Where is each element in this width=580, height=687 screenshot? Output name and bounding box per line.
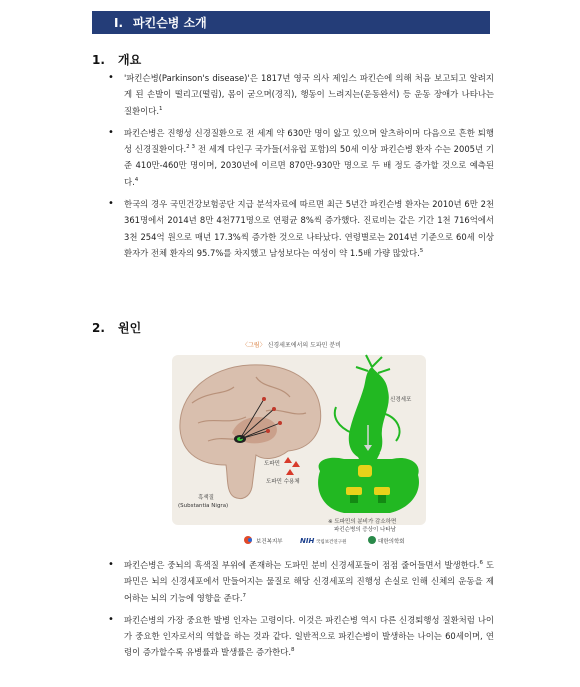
dopamine-label: 도파민	[264, 461, 280, 467]
svg-text:NIH: NIH	[300, 537, 315, 545]
causes-title: 원인	[118, 321, 142, 335]
overview-number: 1.	[92, 53, 105, 67]
list-item: • 파킨슨병은 중뇌의 흑색질 부위에 존재하는 도파민 분비 신경세포들이 점점 줄어들면서 발생한다.$^6$ 도파민은 뇌의 신경세포에서 만들어지는 물질로 해당 신경세포의 진행성 손실로 인해 신체의 운동을 제어하는 뇌의 기능에 영향을 준다.$^7$	[108, 557, 494, 606]
receptor-right	[374, 487, 390, 495]
svg-text:국립보건연구원: 국립보건연구원	[316, 540, 347, 545]
dopamine-figure	[168, 337, 430, 548]
section-number: I.	[114, 15, 124, 30]
overview-title: 개요	[118, 53, 142, 67]
overview-list	[108, 70, 494, 267]
overview-heading	[92, 51, 141, 68]
list-item: • 파킨슨병의 가장 중요한 발병 인자는 고령이다. 이것은 파킨슨병 역시 다른 신경퇴행성 질환처럼 나이가 중요한 인자로서의 역할을 하는 것과 같다. 일반적으로 파킨슨병이 발생하는 나이는 60세이며, 연령이 증가할수록 유병률과 발생률은 증가한다.$^8$	[108, 612, 494, 661]
causes-heading	[92, 319, 141, 336]
list-item: • 한국의 경우 국민건강보험공단 지급 분석자료에 따르면 최근 5년간 파킨슨병 환자는 2010년 6만 2천361명에서 2014년 8만 4천771명으로 연평균 8%씩 증가했다. 진료비는 같은 기간 1천 716억에서 3천 254억 원으로 매년 17.3%씩 증가한 것으로 나타났다. 연령별로는 2014년 기준으로 60세 이상 환자가 전체 환자의 95.7%를 차지했고 남성보다는 여성이 약 1.5배 가량 많았다.$^5$	[108, 196, 494, 261]
causes-list	[108, 557, 494, 667]
figure-note-line1: ※ 도파민의 분비가 감소하면	[328, 519, 397, 525]
receptor-label: 도파민 수용체	[266, 479, 300, 485]
receptor-left	[346, 487, 362, 495]
substantia-nigra-en-label: (Substantia Nigra)	[178, 503, 229, 509]
svg-text:보건복지부: 보건복지부	[256, 539, 283, 545]
dopamine-release-site	[358, 465, 372, 477]
list-item: • '파킨슨병(Parkinson's disease)'은 1817년 영국 의사 제임스 파킨슨에 의해 처음 보고되고 알려지게 된 손발이 떨리고(떨림), 몸이 굳으며(경직), 행동이 느려지는(운동완서) 등 운동 장애가 나타나는 질환이다.$^1$	[108, 70, 494, 119]
list-item: • 파킨슨병은 진행성 신경질환으로 전 세계 약 630만 명이 앓고 있으며 알츠하이머 다음으로 흔한 퇴행성 신경질환이다.$^{2 3}$ 전 세계 다인구 국가들(서유럽 포함)의 50세 이상 파킨슨병 환자 수는 2005년 기준 410만-460만 명이며, 2030년에 이르면 870만-930만 명으로 두 배 정도 증가할 것으로 예측된다.$^4$	[108, 125, 494, 190]
svg-text:대한의학회: 대한의학회	[378, 539, 405, 545]
figure-note-line2: 파킨슨병의 증상이 나타남	[334, 527, 396, 533]
causes-number: 2.	[92, 321, 105, 335]
section-title: 파킨슨병 소개	[133, 16, 207, 30]
figure-caption: 〈그림〉 신경세포에서의 도파민 분비	[242, 342, 341, 349]
substantia-nigra-label: 흑색질	[198, 495, 214, 501]
neuron-label: 신경세포	[390, 397, 412, 403]
section-header	[92, 11, 490, 34]
